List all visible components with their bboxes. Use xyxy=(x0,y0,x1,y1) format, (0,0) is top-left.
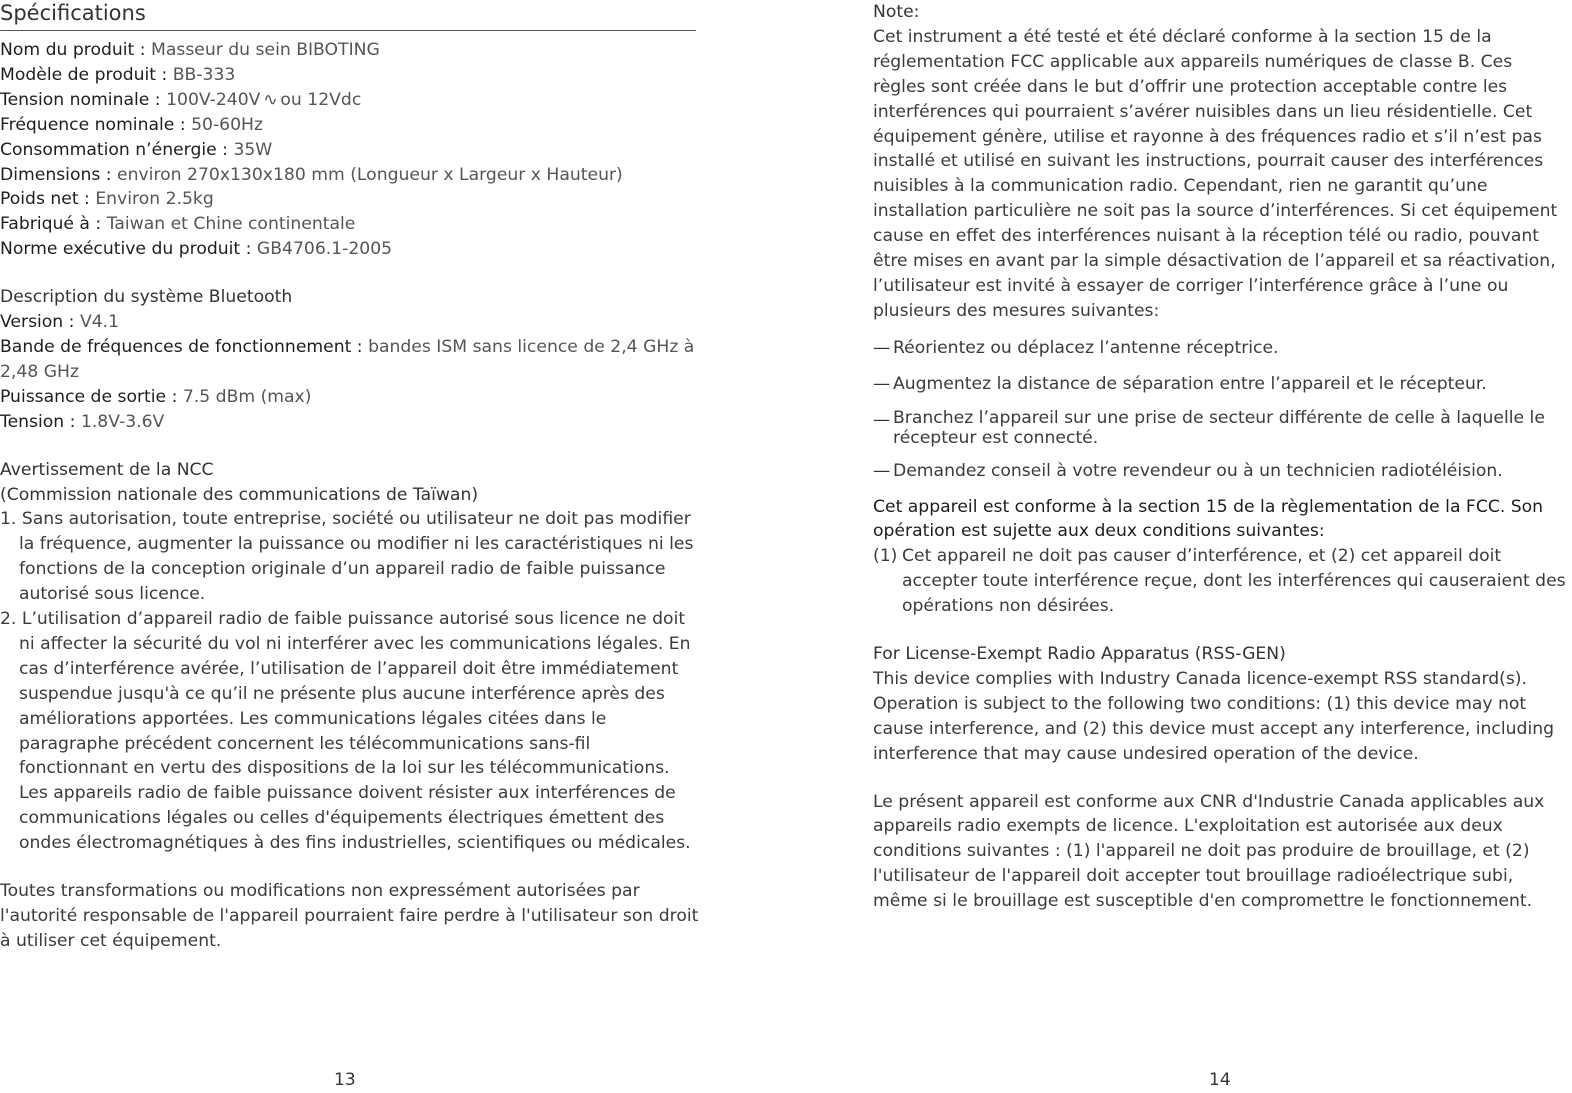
ncc-section xyxy=(0,458,700,857)
bluetooth-heading: Description du système Bluetooth xyxy=(0,287,293,308)
dash-icon: — xyxy=(873,460,891,481)
fcc-statement: Cet appareil est conforme à la section 15 de la règlementation de la FCC. Son opération est sujette aux deux conditions suivantes: xyxy=(873,496,1544,542)
right-page xyxy=(873,0,1570,914)
spec-row: Tension : 1.8V-3.6V xyxy=(0,411,165,432)
closing-paragraph: Toutes transformations ou modifications non expressément autorisées par l'autorité responsable de l'appareil pourraient faire perdre à l'utilisateur son droit à utiliser cet équipement. xyxy=(0,881,699,951)
spec-row: Poids net : Environ 2.5kg xyxy=(0,189,214,210)
spec-row: Consommation n’énergie : 35W xyxy=(0,139,273,160)
page-number-right: 14 xyxy=(1209,1070,1231,1090)
note-text: Cet instrument a été testé et été déclaré conforme à la section 15 de la réglementation FCC applicable aux appareils numériques de classe B. Ces règles sont créée dans le but d’offrir une protection acceptable contre les interférences qui pourraient s’avérer nuisibles dans un lieu résidentielle. Cet équipement génère, utilise et rayonne à des fréquences radio et s’il n’est pas installé et utilisé en suivant les instructions, pourrait causer des interférences nuisibles à la communication radio. Cependant, rien ne garantit qu’une installation particulière ne soit pas la source d’interférences. Si cet équipement cause en effet des interférences nuisant à la réception télé ou radio, pouvant être mises en avant par la simple désactivation de l’appareil et sa réactivation, l’utilisateur est invité à essayer de corriger l’interférence grâce à l’une ou plusieurs des mesures suivantes: xyxy=(873,26,1558,321)
ncc-item-2: 2. L’utilisation d’appareil radio de faible puissance autorisé sous licence ne doit ni affecter la sécurité du vol ni interférer avec les communications légales. En cas d’interférence avérée, l’utilisation de l’appareil doit être immédiatement suspendue jusqu'à ce qu’il ne présente plus aucune interférence après des améliorations apportées. Les communications légales citées dans le paragraphe précédent concernent les télécommunications sans-fil fonctionnant en vertu des dispositions de la loi sur les télécommunications. Les appareils radio de faible puissance doivent résister aux interférences de communications légales ou celles d'équipements électriques émettent des ondes électromagnétiques à des fins industrielles, scientifiques ou médicales. xyxy=(0,609,691,854)
spec-row: Nom du produit : Masseur du sein BIBOTING xyxy=(0,40,380,60)
spec-row: Fabriqué à : Taiwan et Chine continentale xyxy=(0,214,356,235)
dash-icon: — xyxy=(873,337,891,358)
left-page xyxy=(0,0,700,954)
spec-row: Version : V4.1 xyxy=(0,312,120,333)
dash-icon: — xyxy=(873,373,891,394)
fcc-condition: (1) Cet appareil ne doit pas causer d’interférence, et (2) cet appareil doit accepter toute interférence reçue, dont les interférences qui causeraient des opérations non désirées. xyxy=(873,546,1566,617)
spec-row: Fréquence nominale : 50-60Hz xyxy=(0,114,263,135)
rss-heading: For License-Exempt Radio Apparatus (RSS-GEN) xyxy=(873,644,1286,665)
list-item: — Augmentez la distance de séparation entre l’appareil et le récepteur. xyxy=(873,372,1570,397)
ac-symbol-icon: ∿ xyxy=(263,89,278,110)
cnr-text: Le présent appareil est conforme aux CNR d'Industrie Canada applicables aux appareils radio exempts de licence. L'exploitation est autorisée aux deux conditions suivantes : (1) l'appareil ne doit pas produire de brouillage, et (2) l'utilisateur de l'appareil doit accepter tout brouillage radioélectrique subi, même si le brouillage est susceptible d'en compromettre le fonctionnement. xyxy=(873,791,1545,912)
list-item: — Réorientez ou déplacez l’antenne réceptrice. xyxy=(873,336,1570,361)
list-item: — Branchez l’appareil sur une prise de secteur différente de celle à laquelle le récepteur est connecté. xyxy=(873,407,1545,448)
note-label: Note: xyxy=(873,2,920,22)
ncc-item-1: 1. Sans autorisation, toute entreprise, société ou utilisateur ne doit pas modifier la fréquence, augmenter la puissance ou modifier ni les caractéristiques ni les fonctions de la conception originale d’un appareil radio de faible puissance autorisé sous licence. xyxy=(0,509,694,605)
spec-row: Modèle de produit : BB-333 xyxy=(0,64,236,85)
bluetooth-section xyxy=(0,285,700,434)
ncc-heading: Avertissement de la NCC xyxy=(0,459,214,480)
page-title: Spécifications xyxy=(0,0,696,31)
spec-row: Puissance de sortie : 7.5 dBm (max) xyxy=(0,386,312,407)
ncc-subheading: (Commission nationale des communications de Taïwan) xyxy=(0,484,479,505)
measures-list xyxy=(873,336,1570,484)
spec-list xyxy=(0,38,700,262)
spec-row: Bande de fréquences de fonctionnement : bandes ISM sans licence de 2,4 GHz à 2,48 GHz xyxy=(0,336,695,382)
page-number-left: 13 xyxy=(334,1070,356,1090)
rss-text: This device complies with Industry Canada licence-exempt RSS standard(s). Operation is subject to the following two conditions: (1) this device may not cause interference, and (2) this device must accept any interference, including interference that may cause undesired operation of the device. xyxy=(873,668,1555,764)
dash-icon: — xyxy=(873,409,891,430)
list-item: — Demandez conseil à votre revendeur ou à un technicien radiotéléision. xyxy=(873,459,1570,484)
spec-row: Norme exécutive du produit : GB4706.1-2005 xyxy=(0,239,393,260)
spec-row: Tension nominale : 100V-240V ∿ ou 12Vdc xyxy=(0,88,700,113)
spec-row: Dimensions : environ 270x130x180 mm (Longueur x Largeur x Hauteur) xyxy=(0,164,623,185)
